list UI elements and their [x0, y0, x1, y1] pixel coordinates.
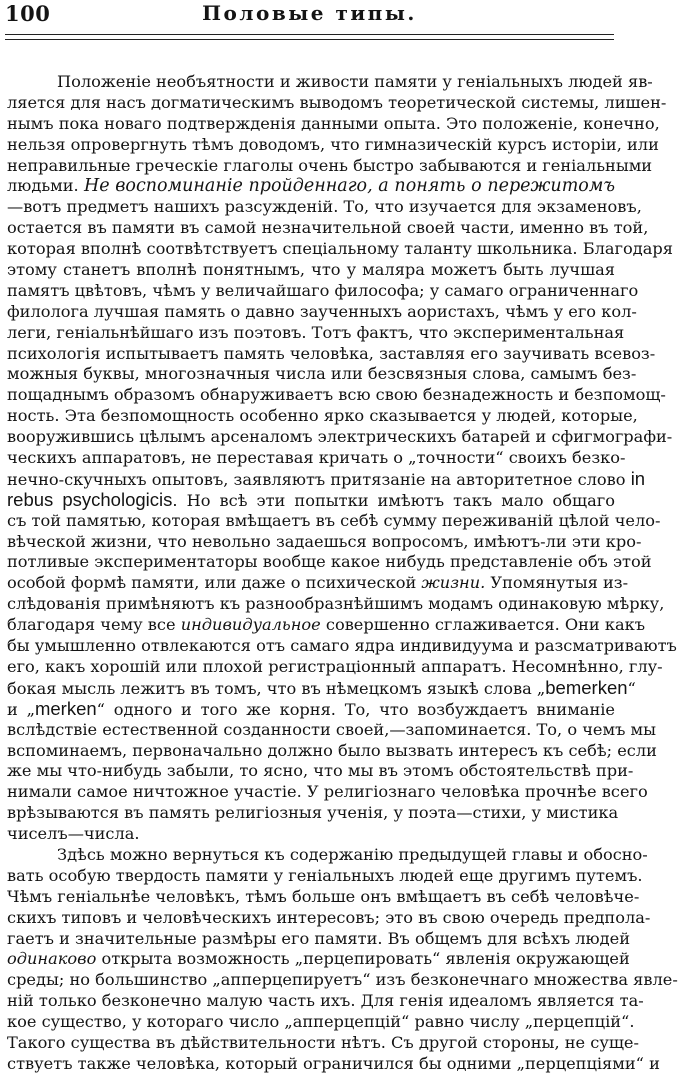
text-line	[7, 1032, 639, 1054]
text-segment: Здѣсь можно вернуться къ содержанію предыдущей главы и обосно-	[57, 844, 648, 864]
emphasized-text: индивидуальное	[180, 615, 321, 635]
text-segment: гаетъ и значительные размѣры его памяти. Въ общемъ для всѣхъ людей	[7, 928, 630, 948]
text-line	[7, 991, 644, 1012]
text-line	[7, 761, 634, 782]
text-segment: благодаря чему все	[7, 615, 181, 635]
text-line	[7, 531, 642, 553]
latin-term: rebus psychologicis.	[7, 488, 178, 510]
text-segment: слѣдованія примѣняютъ къ разнообразнѣйшимъ модамъ одинаковую мѣрку,	[7, 594, 665, 614]
latin-term: merken	[34, 697, 97, 719]
text-line	[7, 385, 666, 406]
text-line	[7, 636, 677, 657]
latin-term: in	[630, 467, 646, 489]
paragraph	[7, 72, 677, 845]
text-line	[7, 113, 660, 135]
text-segment: остается въ памяти въ самой незначительной своей части, именно въ той,	[7, 218, 649, 238]
text-line	[7, 552, 652, 573]
text-line	[7, 949, 630, 970]
text-segment: “	[627, 678, 636, 698]
text-line	[7, 782, 648, 803]
text-segment: ляется для насъ догматическимъ выводомъ теоретической системы, лишен-	[7, 92, 667, 112]
text-line	[7, 865, 643, 887]
text-segment: вспоминаемъ, первоначально должно было вызвать интересъ къ себѣ; если	[7, 740, 657, 760]
text-line	[7, 406, 638, 427]
text-segment: съ той памятью, которая вмѣщаетъ въ себѣ сумму переживаній цѣлой чело-	[7, 510, 661, 530]
text-line	[7, 886, 640, 908]
text-line	[7, 594, 665, 615]
text-line	[7, 676, 636, 699]
emphasized-text: Не воспоминаніе пройденнаго, а понять о пережитомъ	[83, 176, 616, 197]
text-segment: неправильные греческіе глаголы очень быстро забываются и геніальными	[7, 155, 653, 175]
text-segment: скихъ типовъ и человѣческихъ интересовъ; это въ свою очередь предпола-	[7, 907, 651, 927]
text-segment: нельзя опровергнуть тѣмъ доводомъ, что гимназическій курсъ исторіи, или	[7, 134, 659, 154]
text-line	[7, 699, 615, 720]
text-segment: —вотъ предметъ нашихъ разсужденій. То, что изучается для экзаменовъ,	[7, 197, 642, 217]
text-segment: которая вполнѣ соотвѣтствуетъ спеціальному таланту школьника. Благодаря	[7, 239, 673, 259]
text-line	[7, 72, 653, 93]
text-segment: потливые экспериментаторы вообще какое нибудь представленіе объ этой	[7, 552, 652, 572]
text-segment: этому станетъ вполнѣ понятнымъ, что у маляра можетъ быть лучшая	[7, 260, 615, 280]
text-line	[7, 573, 629, 594]
text-segment: вслѣдствіе естественной созданности своей,—запоминается. То, о чемъ мы	[7, 719, 657, 739]
text-segment: ній только безконечно малую часть ихъ. Для генія идеаломъ является та-	[7, 991, 644, 1011]
text-line	[7, 239, 673, 260]
text-segment: открыта возможность „перцепировать“ явленія окружающей	[96, 949, 630, 969]
text-segment: нечно-скучныхъ опытовъ, заявляютъ притязаніе на авторитетное слово	[7, 469, 631, 489]
text-segment: бы умышленно отвлекаются отъ самаго ядра индивидуума и разсматриваютъ	[7, 636, 677, 656]
text-segment: нымъ пока новаго подтвержденія данными опыта. Это положеніе, конечно,	[7, 113, 660, 133]
text-segment: памятъ цвѣтовъ, чѣмъ у величайшаго философа; у самаго ограниченнаго	[7, 280, 639, 300]
text-line	[7, 970, 678, 991]
text-segment: Положеніе необъятности и живости памяти у геніальныхъ людей яв-	[57, 72, 653, 91]
text-line	[7, 218, 649, 239]
text-segment: врѣзываются въ память религіозныя ученія, у поэта—стихи, у мистика	[7, 803, 619, 823]
text-line	[7, 1053, 660, 1075]
text-line	[7, 364, 637, 385]
page-number: 100	[5, 1, 51, 26]
latin-term: bemerken	[545, 676, 628, 698]
text-segment: и „	[7, 699, 35, 719]
text-line	[7, 301, 637, 323]
text-line	[7, 656, 663, 678]
text-segment: среды; но большинство „апперцепируетъ“ изъ безконечнаго множества явле-	[7, 970, 678, 990]
text-line	[7, 176, 615, 197]
text-line	[7, 928, 630, 950]
text-segment: Но всѣ эти попытки имѣютъ такъ мало общаго	[177, 490, 615, 510]
text-segment: вооружившись цѣлымъ арсеналомъ электрическихъ батарей и сфигмографи-	[7, 427, 673, 447]
text-segment: филолога лучшая память о давно заученныхъ аористахъ, чѣмъ у его кол-	[7, 301, 637, 321]
text-line	[7, 740, 657, 762]
text-segment: Упомянутыя из-	[485, 573, 629, 593]
text-line	[7, 155, 653, 177]
text-segment: вать особую твердость памяти у геніальныхъ людей еще другимъ путемъ.	[7, 865, 643, 885]
text-segment: совершенно сглаживается. Они какъ	[320, 615, 646, 635]
text-line	[7, 134, 659, 156]
text-line	[7, 615, 646, 636]
text-segment: вѣческой жизни, что невольно задаешься вопросомъ, имѣютъ-ли эти кро-	[7, 531, 642, 551]
text-line	[7, 197, 642, 218]
text-segment: его, какъ хорошій или плохой регистраціонный аппаратъ. Несомнѣнно, глу-	[7, 656, 663, 676]
text-segment: чиселъ—числа.	[7, 824, 140, 844]
text-segment: особой формѣ памяти, или даже о психической	[7, 573, 422, 593]
page-header	[5, 0, 614, 30]
text-segment: “ одного и того же корня. То, что возбуждаетъ вниманіе	[96, 699, 615, 719]
text-segment: психологія испытываетъ память человѣка, заставляя его заучивать всевоз-	[7, 343, 656, 363]
text-segment: пощаднымъ образомъ обнаруживаетъ всю свою безнадежность и безпомощ-	[7, 385, 666, 405]
body-text	[7, 72, 678, 1075]
text-segment: ность. Эта безпомощность особенно ярко сказывается у людей, которые,	[7, 406, 638, 426]
text-segment: ческихъ аппаратовъ, не переставая кричать о „точности“ своихъ безко-	[7, 448, 626, 468]
text-segment: людьми.	[7, 176, 84, 196]
emphasized-text: одинаково	[7, 949, 97, 969]
text-line	[7, 260, 615, 281]
text-segment: нимали самое ничтожное участіе. У религіознаго человѣка прочнѣе всего	[7, 782, 648, 802]
text-segment: Такого существа въ дѣйствительности нѣтъ. Съ другой стороны, не суще-	[7, 1032, 639, 1052]
running-title: Половые типы.	[202, 1, 417, 25]
text-line	[7, 907, 651, 929]
text-line	[7, 343, 656, 365]
text-line	[7, 280, 639, 302]
text-segment: ствуетъ также человѣка, который ограничился бы одними „перцепціями“ и	[7, 1053, 660, 1073]
text-segment: же мы что-нибудь забыли, то ясно, что мы въ этомъ обстоятельствѣ при-	[7, 761, 634, 781]
text-line	[7, 322, 625, 344]
text-line	[7, 1012, 635, 1033]
text-line	[7, 448, 626, 469]
text-line	[7, 490, 615, 511]
emphasized-text: жизни.	[421, 573, 486, 593]
text-line	[7, 719, 657, 741]
text-segment: бокая мысль лежитъ въ томъ, что въ нѣмецкомъ языкѣ слова „	[7, 678, 546, 698]
text-segment: леги, геніальнѣйшаго изъ поэтовъ. Тотъ фактъ, что экспериментальная	[7, 322, 625, 342]
paragraph	[7, 844, 678, 1075]
text-line	[7, 844, 648, 866]
text-segment: Чѣмъ геніальнѣе человѣкъ, тѣмъ больше онъ вмѣщаетъ въ себѣ человѣче-	[7, 886, 640, 906]
text-segment: можныя буквы, многозначныя числа или безсвязныя слова, самымъ без-	[7, 364, 637, 384]
text-line	[7, 824, 615, 845]
text-line	[7, 92, 667, 114]
header-rule	[5, 34, 614, 40]
text-segment: кое существо, у котораго число „апперцепцій“ равно числу „перцепцій“.	[7, 1012, 635, 1032]
text-line	[7, 510, 661, 532]
text-line	[7, 427, 673, 448]
text-line	[7, 467, 646, 490]
text-line	[7, 803, 619, 824]
